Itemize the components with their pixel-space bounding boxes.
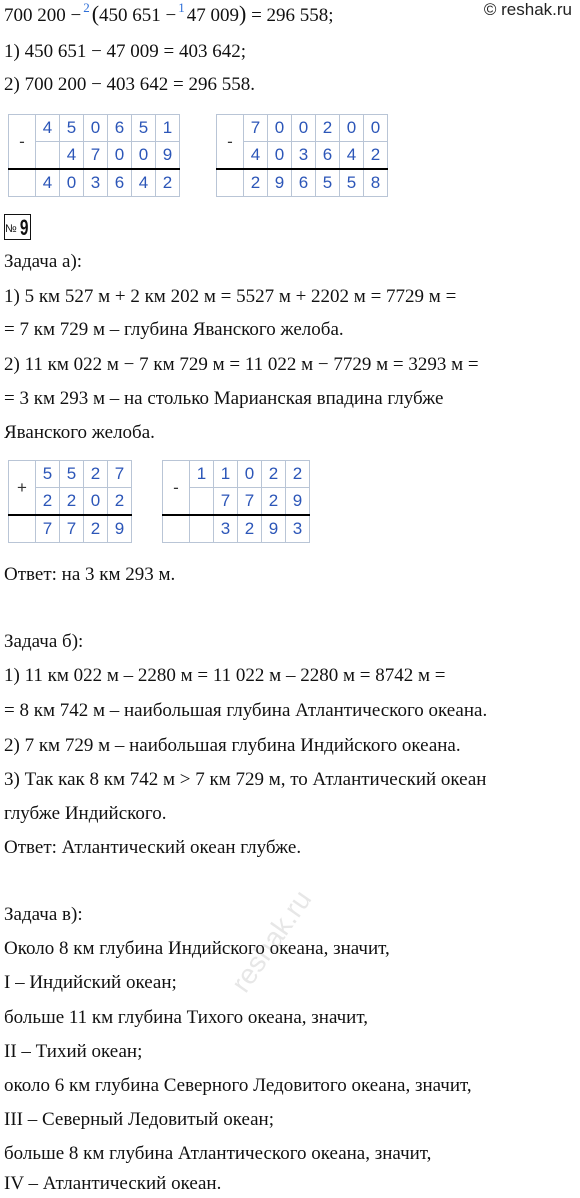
task-b-answer: Ответ: Атлантический океан глубже. xyxy=(4,837,302,858)
digit: 2 xyxy=(364,142,388,170)
exercise-number-badge xyxy=(4,214,31,240)
digit: 2 xyxy=(316,115,340,142)
task-b-title: Задача б): xyxy=(4,631,84,652)
digit: 1 xyxy=(190,461,214,488)
digit: 0 xyxy=(340,115,364,142)
diagonal-watermark: reshak.ru xyxy=(225,884,318,998)
digit: 5 xyxy=(340,169,364,197)
digit: 0 xyxy=(84,488,108,516)
digit: 2 xyxy=(244,169,268,197)
expression-part-b: 450 651 − xyxy=(99,5,177,26)
number-sign: № xyxy=(4,223,17,235)
digit: 4 xyxy=(36,169,60,197)
digit: 8 xyxy=(364,169,388,197)
task-b-line-3: 2) 7 км 729 м – наибольшая глубина Индийского океана. xyxy=(4,735,461,756)
digit: 5 xyxy=(36,461,60,488)
task-b-line-4: 3) Так как 8 км 742 м > 7 км 729 м, то Атлантический океан xyxy=(4,769,487,790)
task-v-line-6: III – Северный Ледовитый океан; xyxy=(4,1109,274,1130)
task-v-line-8: IV – Атлантический океан. xyxy=(4,1173,222,1194)
task-a-line-5: Яванского желоба. xyxy=(4,422,155,443)
order-mark-1: 1 xyxy=(178,0,185,15)
task-v-line-3: больше 11 км глубина Тихого океана, значит, xyxy=(4,1007,368,1028)
task-b-line-2: = 8 км 742 м – наибольшая глубина Атлантического океана. xyxy=(4,700,488,721)
digit: 7 xyxy=(244,115,268,142)
task-v-line-4: II – Тихий океан; xyxy=(4,1041,143,1062)
exercise-number: 9 xyxy=(19,215,29,240)
task-v-title: Задача в): xyxy=(4,904,83,925)
task-v-line-2: I – Индийский океан; xyxy=(4,972,177,993)
digit: 0 xyxy=(364,115,388,142)
digit: 9 xyxy=(108,515,132,543)
digit: 6 xyxy=(108,115,132,142)
digit: 2 xyxy=(262,461,286,488)
digit: 7 xyxy=(60,515,84,543)
digit: 3 xyxy=(214,515,238,543)
digit: 4 xyxy=(60,142,84,170)
task-a-line-2: = 7 км 729 м – глубина Яванского желоба. xyxy=(4,319,344,340)
digit: 4 xyxy=(132,169,156,197)
step-1: 1) 450 651 − 47 009 = 403 642; xyxy=(4,41,247,62)
task-b-line-1: 1) 11 км 022 м – 2280 м = 11 022 м – 2280 м = 8742 м = xyxy=(4,665,446,686)
calc-sign: - xyxy=(217,115,244,170)
digit: 0 xyxy=(108,142,132,170)
digit xyxy=(190,488,214,516)
digit: 0 xyxy=(292,115,316,142)
digit: 0 xyxy=(60,169,84,197)
digit: 2 xyxy=(156,169,180,197)
digit: 1 xyxy=(156,115,180,142)
digit: 7 xyxy=(238,488,262,516)
digit: 5 xyxy=(316,169,340,197)
digit: 2 xyxy=(108,488,132,516)
digit: 0 xyxy=(268,142,292,170)
order-mark-2: 2 xyxy=(83,0,90,15)
digit: 3 xyxy=(84,169,108,197)
task-v-line-1: Около 8 км глубина Индийского океана, значит, xyxy=(4,938,390,959)
digit: 3 xyxy=(292,142,316,170)
task-a-answer: Ответ: на 3 км 293 м. xyxy=(4,564,176,585)
expression-line: 700 200 − $^2$(450 651 − $^1$ 47 009) = 296 558; xyxy=(4,0,334,26)
expression-part-d: = 296 558; xyxy=(251,5,334,26)
digit: 2 xyxy=(84,461,108,488)
calc-sign: + xyxy=(9,461,36,516)
digit: 2 xyxy=(36,488,60,516)
digit: 6 xyxy=(292,169,316,197)
digit: 9 xyxy=(268,169,292,197)
digit: 0 xyxy=(84,115,108,142)
digit: 5 xyxy=(60,461,84,488)
column-subtraction-1 xyxy=(8,114,180,197)
task-v-line-7: больше 8 км глубина Атлантического океана, значит, xyxy=(4,1143,432,1164)
task-a-title: Задача а): xyxy=(4,251,83,272)
digit: 4 xyxy=(244,142,268,170)
digit: 7 xyxy=(214,488,238,516)
digit: 4 xyxy=(340,142,364,170)
digit: 9 xyxy=(156,142,180,170)
calc-sign: - xyxy=(163,461,190,516)
site-watermark: © reshak.ru xyxy=(483,0,572,19)
task-a-line-4: = 3 км 293 м – на столько Марианская впадина глубже xyxy=(4,388,444,409)
digit: 2 xyxy=(60,488,84,516)
task-b-line-5: глубже Индийского. xyxy=(4,803,167,824)
task-a-line-1: 1) 5 км 527 м + 2 км 202 м = 5527 м + 2202 м = 7729 м = xyxy=(4,286,457,307)
digit: 2 xyxy=(286,461,310,488)
task-a-line-3: 2) 11 км 022 м − 7 км 729 м = 11 022 м − 7729 м = 3293 м = xyxy=(4,354,479,375)
digit: 9 xyxy=(286,488,310,516)
digit: 4 xyxy=(36,115,60,142)
calc-sign: - xyxy=(9,115,36,170)
digit: 7 xyxy=(84,142,108,170)
digit xyxy=(36,142,60,170)
expression-part-c: 47 009 xyxy=(186,5,240,26)
digit: 1 xyxy=(214,461,238,488)
digit: 2 xyxy=(238,515,262,543)
step-2: 2) 700 200 − 403 642 = 296 558. xyxy=(4,74,256,95)
digit: 0 xyxy=(238,461,262,488)
digit: 5 xyxy=(132,115,156,142)
digit: 7 xyxy=(108,461,132,488)
digit: 0 xyxy=(268,115,292,142)
column-subtraction-3 xyxy=(162,460,310,543)
digit: 7 xyxy=(36,515,60,543)
digit: 6 xyxy=(108,169,132,197)
digit: 3 xyxy=(286,515,310,543)
digit: 0 xyxy=(132,142,156,170)
digit: 6 xyxy=(316,142,340,170)
column-addition xyxy=(8,460,132,543)
column-subtraction-2 xyxy=(216,114,388,197)
digit xyxy=(190,515,214,543)
digit: 2 xyxy=(262,488,286,516)
digit: 2 xyxy=(84,515,108,543)
digit: 9 xyxy=(262,515,286,543)
expression-part-a: 700 200 − xyxy=(4,5,82,26)
digit: 5 xyxy=(60,115,84,142)
task-v-line-5: около 6 км глубина Северного Ледовитого океана, значит, xyxy=(4,1075,472,1096)
